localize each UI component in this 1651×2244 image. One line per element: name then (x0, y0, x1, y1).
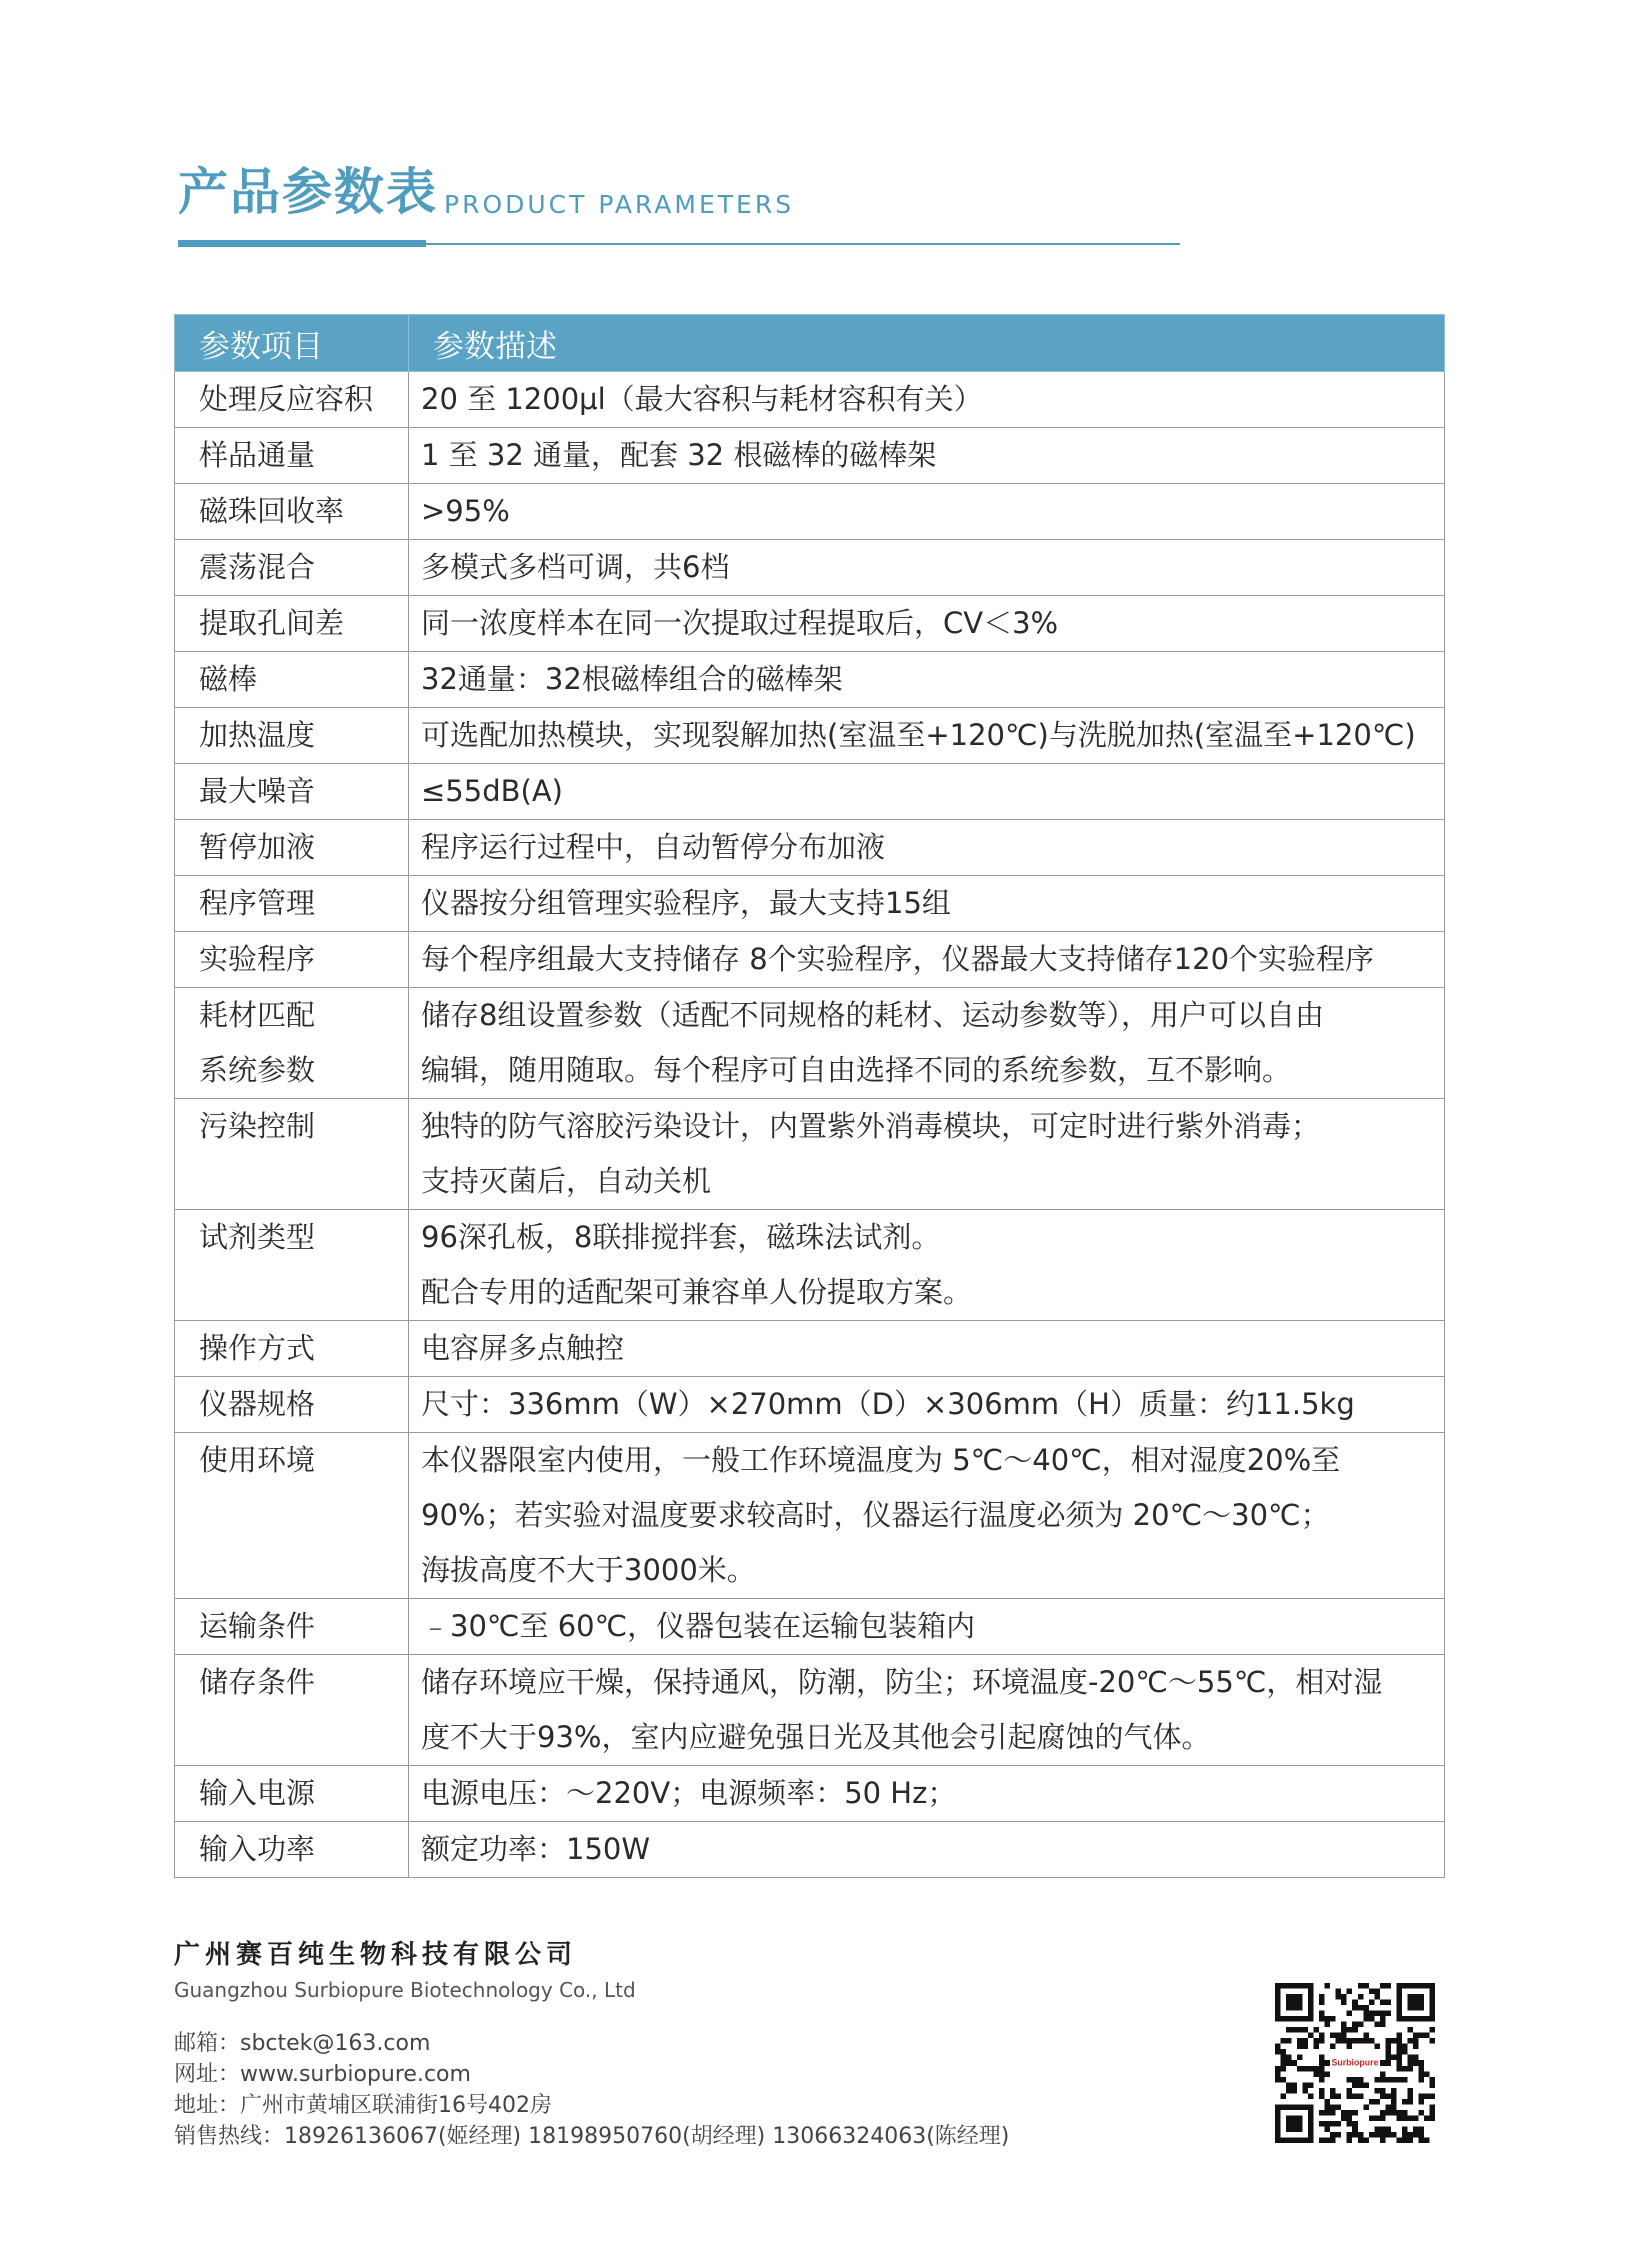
contact-website: 网址：www.surbiopure.com (174, 2062, 471, 2087)
table-row (175, 540, 1445, 596)
param-label: 震荡混合 (199, 550, 316, 584)
table-row (175, 932, 1445, 988)
param-value-cell (409, 596, 1445, 652)
param-label-cell (175, 988, 409, 1099)
param-label-cell (175, 428, 409, 484)
param-label-cell (175, 708, 409, 764)
param-label-cell (175, 596, 409, 652)
param-label-cell (175, 932, 409, 988)
param-value-cell (409, 484, 1445, 540)
param-value-cell (409, 820, 1445, 876)
param-value: 96深孔板，8联排搅拌套，磁珠法试剂。 (421, 1220, 941, 1254)
page-subtitle: PRODUCT PARAMETERS (444, 190, 795, 219)
param-value-cell (409, 1655, 1445, 1766)
header-accent-bar (178, 240, 426, 247)
table-row (175, 876, 1445, 932)
table-row (175, 1377, 1445, 1433)
param-value: 每个程序组最大支持储存 8个实验程序，仪器最大支持储存120个实验程序 (421, 942, 1375, 976)
table-row (175, 1321, 1445, 1377)
param-value: 额定功率：150W (421, 1832, 651, 1866)
column-header-item: 参数项目 (175, 315, 409, 372)
table-row (175, 1766, 1445, 1822)
param-value: ≤55dB(A) (421, 774, 563, 808)
table-row (175, 1210, 1445, 1321)
page-title: 产品参数表 (178, 163, 438, 221)
param-label-cell (175, 372, 409, 428)
param-value-cell (409, 932, 1445, 988)
param-value-cell (409, 1210, 1445, 1321)
table-body (175, 372, 1445, 1878)
param-label-cell (175, 876, 409, 932)
param-label-cell (175, 1599, 409, 1655)
param-label: 储存条件 (199, 1665, 316, 1699)
param-label-cell (175, 1210, 409, 1321)
parameters-table (174, 314, 1445, 1878)
table-row (175, 1099, 1445, 1210)
param-label: 磁棒 (199, 662, 258, 696)
param-value: 电容屏多点触控 (421, 1331, 625, 1365)
param-label: 运输条件 (199, 1609, 316, 1643)
param-label: 处理反应容积 (199, 382, 374, 416)
param-label-cell (175, 1099, 409, 1210)
param-label: 仪器规格 (199, 1387, 316, 1421)
param-value-cell (409, 1822, 1445, 1878)
param-label-cell (175, 652, 409, 708)
table-row (175, 764, 1445, 820)
qr-code-icon (1275, 1983, 1435, 2143)
param-value-cell (409, 708, 1445, 764)
param-label: 最大噪音 (199, 774, 316, 808)
contact-email: 邮箱：sbctek@163.com (174, 2031, 431, 2056)
table-row (175, 988, 1445, 1099)
param-label-cell (175, 1321, 409, 1377)
param-value: 仪器按分组管理实验程序，最大支持15组 (421, 886, 951, 920)
contact-address: 地址：广州市黄埔区联浦街16号402房 (174, 2093, 552, 2118)
param-value: 编辑，随用随取。每个程序可自由选择不同的系统参数，互不影响。 (421, 1053, 1292, 1087)
param-value: 1 至 32 通量，配套 32 根磁棒的磁棒架 (421, 438, 937, 472)
param-label-cell (175, 1655, 409, 1766)
param-label-cell (175, 764, 409, 820)
table-row (175, 820, 1445, 876)
param-value: 多模式多档可调，共6档 (421, 550, 730, 584)
param-label-cell (175, 540, 409, 596)
param-label: 暂停加液 (199, 830, 316, 864)
contact-hotline: 销售热线：18926136067(姬经理) 18198950760(胡经理) 13066324063(陈经理) (174, 2124, 1010, 2149)
param-value: 90%；若实验对温度要求较高时，仪器运行温度必须为 20℃～30℃； (421, 1498, 1330, 1532)
param-value-cell (409, 1433, 1445, 1599)
table-row (175, 1655, 1445, 1766)
table-row (175, 708, 1445, 764)
param-label-cell (175, 1822, 409, 1878)
page-header (178, 160, 1180, 250)
param-value-cell (409, 1321, 1445, 1377)
param-label: 加热温度 (199, 718, 316, 752)
param-label: 样品通量 (199, 438, 316, 472)
param-label-cell (175, 1377, 409, 1433)
param-value: 储存环境应干燥，保持通风，防潮，防尘；环境温度-20℃～55℃，相对湿 (421, 1665, 1383, 1699)
param-label: 输入功率 (199, 1832, 316, 1866)
param-value-cell (409, 428, 1445, 484)
table-header-row (175, 315, 1445, 372)
param-value: 可选配加热模块，实现裂解加热(室温至+120℃)与洗脱加热(室温至+120℃) (421, 718, 1416, 752)
table-row (175, 372, 1445, 428)
param-value-cell (409, 372, 1445, 428)
param-label: 耗材匹配 (199, 998, 316, 1032)
param-value: 20 至 1200μl（最大容积与耗材容积有关） (421, 382, 983, 416)
param-value-cell (409, 876, 1445, 932)
param-value: 储存8组设置参数（适配不同规格的耗材、运动参数等），用户可以自由 (421, 998, 1324, 1032)
param-value-cell (409, 764, 1445, 820)
param-label: 系统参数 (199, 1053, 316, 1087)
param-value-cell (409, 988, 1445, 1099)
param-label: 磁珠回收率 (199, 494, 345, 528)
param-value: 度不大于93%，室内应避免强日光及其他会引起腐蚀的气体。 (421, 1720, 1211, 1754)
param-value-cell (409, 540, 1445, 596)
param-value: 独特的防气溶胶污染设计，内置紫外消毒模块，可定时进行紫外消毒； (421, 1109, 1321, 1143)
param-label-cell (175, 1766, 409, 1822)
param-value: 海拔高度不大于3000米。 (421, 1553, 756, 1587)
table-row (175, 1822, 1445, 1878)
qr-logo-text: Surbiopure (1331, 2057, 1379, 2068)
param-label: 输入电源 (199, 1776, 316, 1810)
param-value: 电源电压：～220V；电源频率：50 Hz； (421, 1776, 957, 1810)
company-name-en: Guangzhou Surbiopure Biotechnology Co., Ltd (174, 1978, 636, 2002)
param-label-cell (175, 1433, 409, 1599)
param-label: 程序管理 (199, 886, 316, 920)
param-value: ﹣30℃至 60℃，仪器包装在运输包装箱内 (421, 1609, 976, 1643)
param-value: 本仪器限室内使用，一般工作环境温度为 5℃～40℃，相对湿度20%至 (421, 1443, 1341, 1477)
table-row (175, 428, 1445, 484)
param-label-cell (175, 484, 409, 540)
param-label-cell (175, 820, 409, 876)
table-row (175, 652, 1445, 708)
table-row (175, 1599, 1445, 1655)
column-header-description: 参数描述 (409, 315, 1445, 372)
param-value: 32通量：32根磁棒组合的磁棒架 (421, 662, 843, 696)
param-label: 提取孔间差 (199, 606, 345, 640)
company-name-cn: 广州赛百纯生物科技有限公司 (174, 1940, 578, 1970)
param-value: >95% (421, 494, 510, 528)
param-label: 试剂类型 (199, 1220, 316, 1254)
param-label: 使用环境 (199, 1443, 316, 1477)
param-value: 程序运行过程中，自动暂停分布加液 (421, 830, 886, 864)
param-value-cell (409, 1099, 1445, 1210)
param-value: 配合专用的适配架可兼容单人份提取方案。 (421, 1275, 973, 1309)
param-value-cell (409, 1377, 1445, 1433)
param-value: 同一浓度样本在同一次提取过程提取后，CV＜3% (421, 606, 1059, 640)
param-label: 实验程序 (199, 942, 316, 976)
table-row (175, 1433, 1445, 1599)
param-value: 尺寸：336mm（W）×270mm（D）×306mm（H）质量：约11.5kg (421, 1387, 1355, 1421)
table-row (175, 484, 1445, 540)
param-label: 操作方式 (199, 1331, 316, 1365)
param-value-cell (409, 652, 1445, 708)
param-value-cell (409, 1599, 1445, 1655)
table-row (175, 596, 1445, 652)
param-value-cell (409, 1766, 1445, 1822)
param-label: 污染控制 (199, 1109, 316, 1143)
param-value: 支持灭菌后，自动关机 (421, 1164, 712, 1198)
